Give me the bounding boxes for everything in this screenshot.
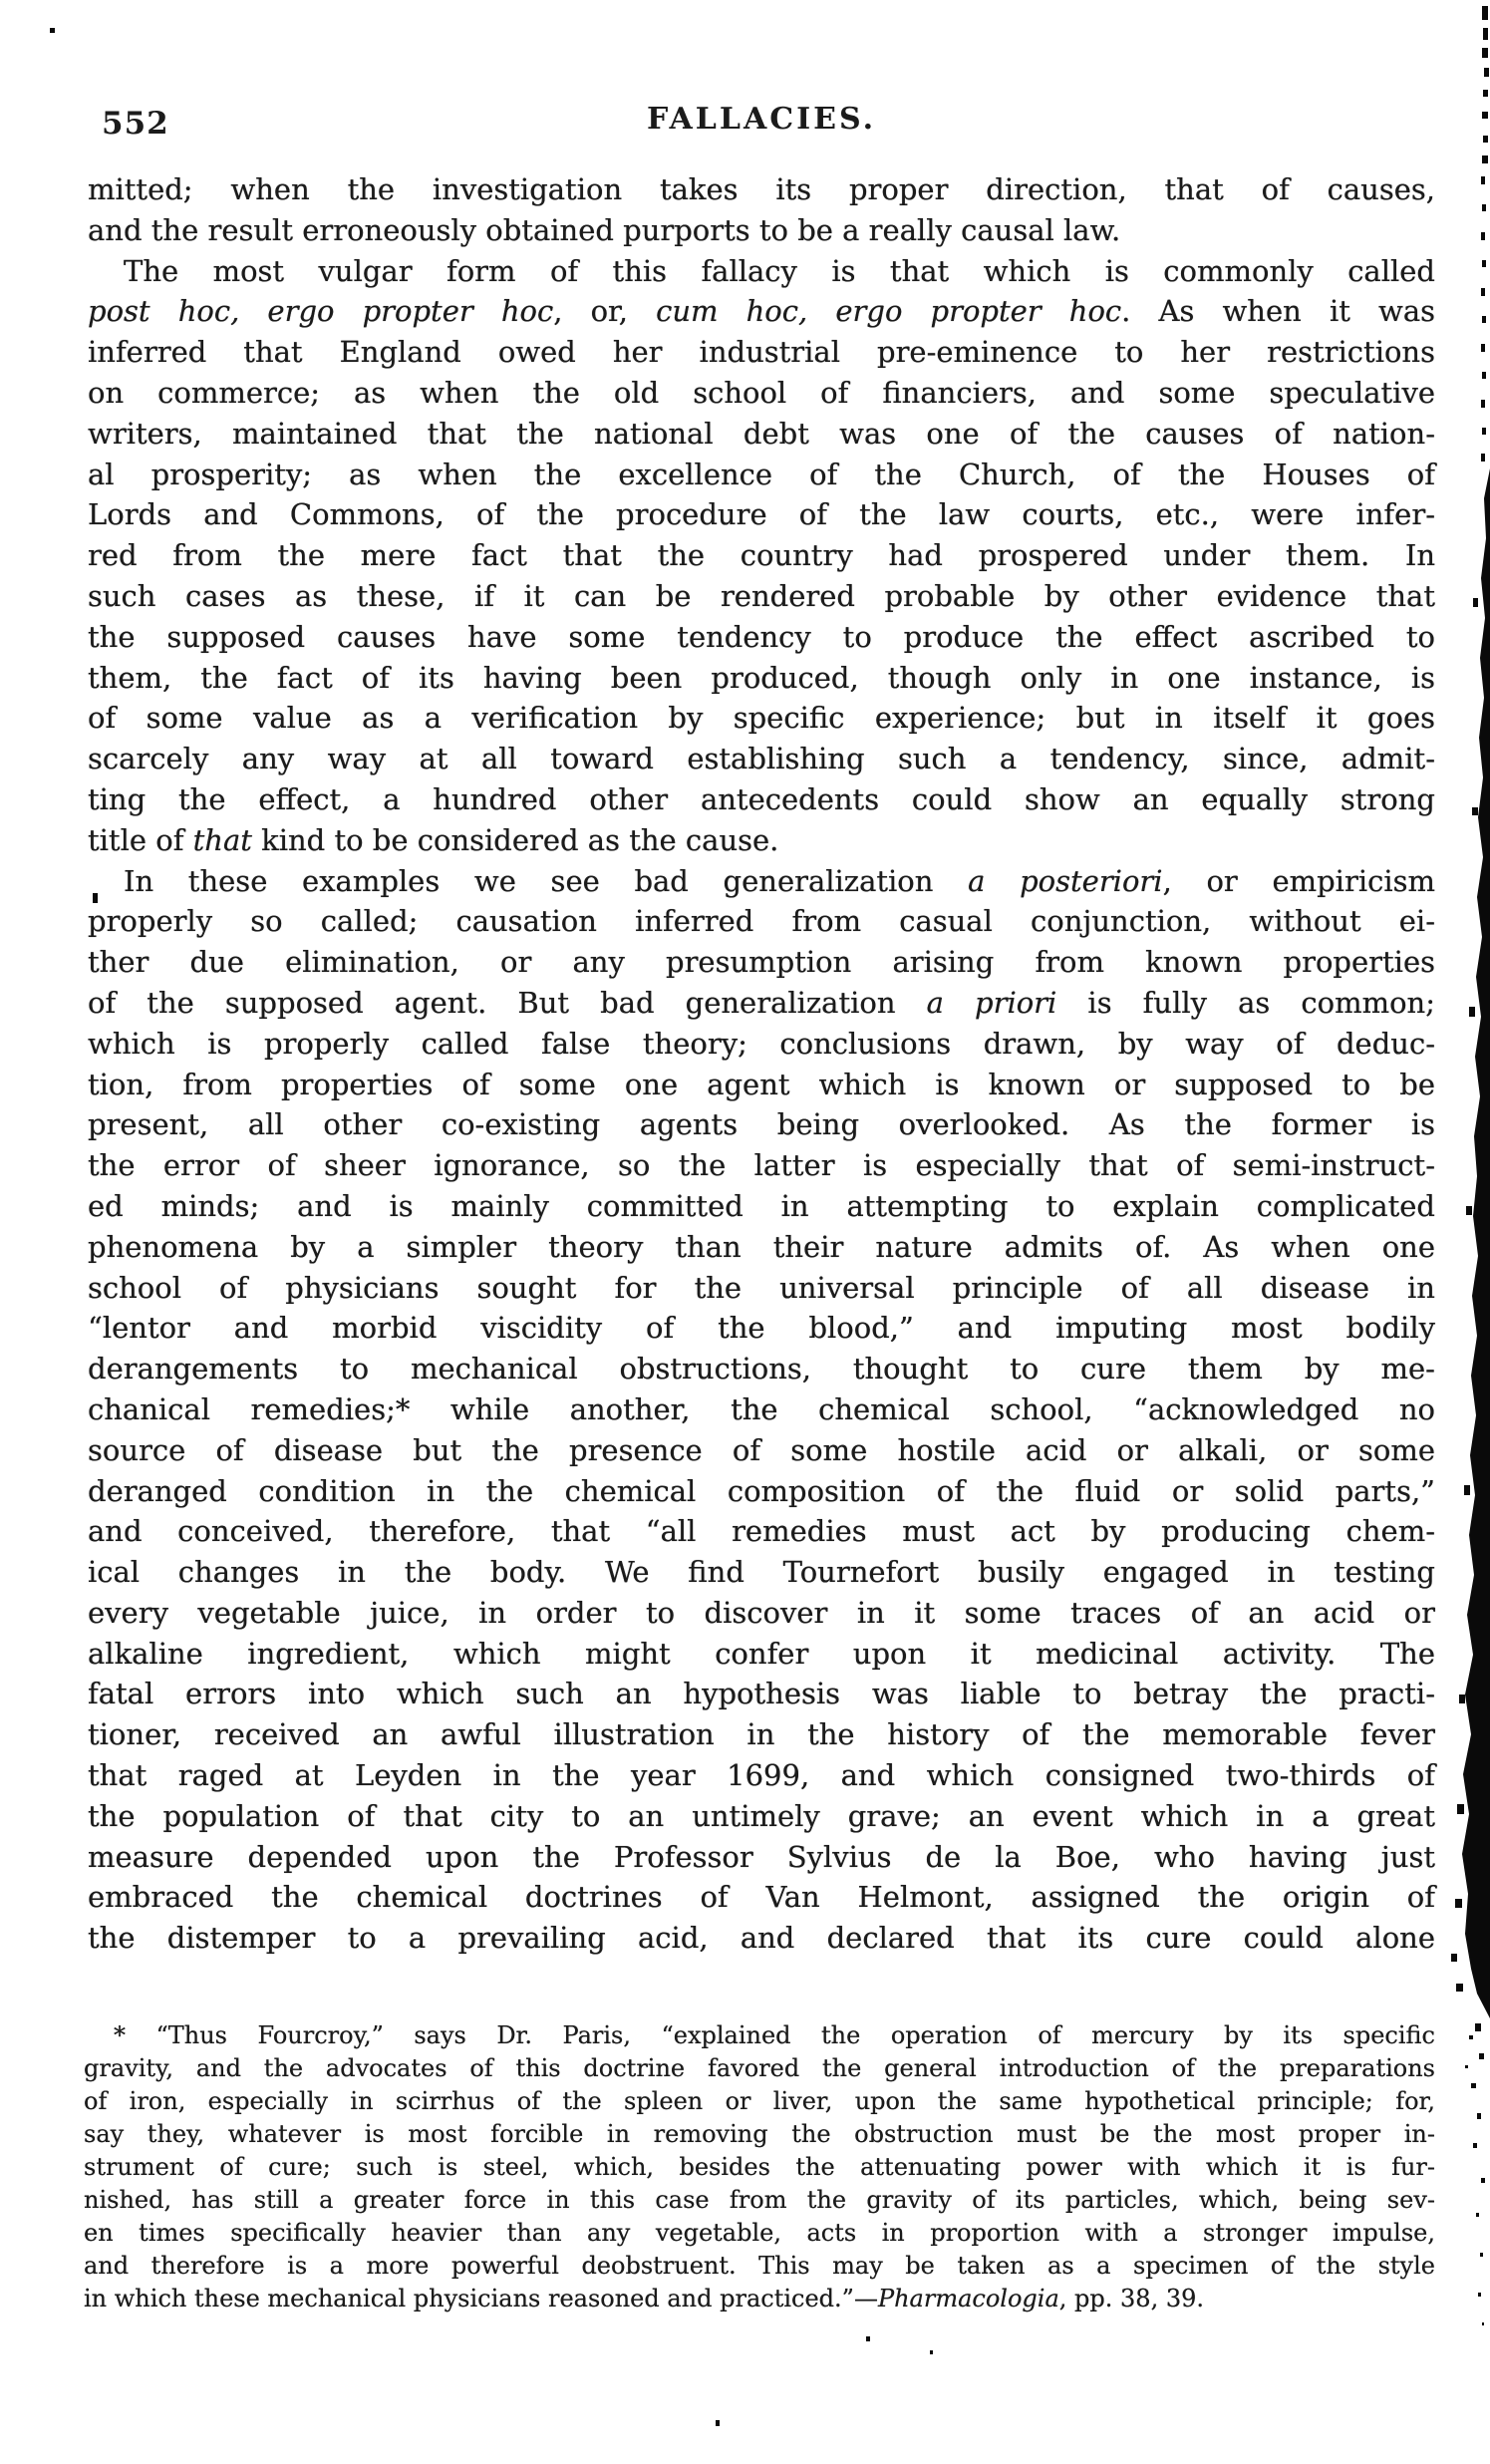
page-header bbox=[88, 102, 1435, 146]
text-line: of the supposed agent. But bad generalization a priori is fully as common; bbox=[88, 985, 1435, 1020]
text-line: the distemper to a prevailing acid, and declared that its cure could alone bbox=[88, 1921, 1435, 1956]
text-line: every vegetable juice, in order to discover in it some traces of an acid or bbox=[88, 1595, 1435, 1630]
body-text bbox=[88, 169, 1435, 1959]
text-line: of iron, especially in scirrhus of the spleen or liver, upon the same hypothetical principle; for, bbox=[84, 2087, 1435, 2115]
text-line: and the result erroneously obtained purports to be a really causal law. bbox=[88, 212, 1121, 247]
page-number: 552 bbox=[102, 106, 169, 142]
text-line: ical changes in the body. We find Tournefort busily engaged in testing bbox=[88, 1555, 1435, 1590]
text-line: gravity, and the advocates of this doctrine favored the general introduction of the preparations bbox=[84, 2054, 1435, 2082]
text-line: In these examples we see bad generalization a posteriori, or empiricism bbox=[124, 863, 1435, 898]
text-line: The most vulgar form of this fallacy is that which is commonly called bbox=[124, 253, 1435, 288]
text-line: measure depended upon the Professor Sylvius de la Boe, who having just bbox=[88, 1839, 1435, 1874]
text-line: en times specifically heavier than any vegetable, acts in proportion with a stronger impulse, bbox=[84, 2219, 1435, 2247]
text-line: the error of sheer ignorance, so the latter is especially that of semi-instruct- bbox=[88, 1148, 1435, 1183]
text-line: properly so called; causation inferred from casual conjunction, without ei- bbox=[88, 904, 1435, 939]
footnote-text bbox=[84, 2019, 1435, 2315]
text-line: title of that kind to be considered as the cause. bbox=[88, 822, 779, 857]
text-line: which is properly called false theory; conclusions drawn, by way of deduc- bbox=[88, 1026, 1435, 1061]
text-line: and therefore is a more powerful deobstruent. This may be taken as a specimen of the style bbox=[84, 2252, 1435, 2280]
text-line: the supposed causes have some tendency to produce the effect ascribed to bbox=[88, 619, 1435, 654]
text-line: such cases as these, if it can be rendered probable by other evidence that bbox=[88, 578, 1435, 613]
text-line: on commerce; as when the old school of financiers, and some speculative bbox=[88, 375, 1435, 410]
text-line: red from the mere fact that the country had prospered under them. In bbox=[88, 538, 1435, 573]
text-line: embraced the chemical doctrines of Van Helmont, assigned the origin of bbox=[88, 1880, 1435, 1915]
text-line: chanical remedies;* while another, the chemical school, “acknowledged no bbox=[88, 1391, 1435, 1426]
text-line: inferred that England owed her industrial pre-eminence to her restrictions bbox=[88, 335, 1435, 370]
text-line: fatal errors into which such an hypothesis was liable to betray the practi- bbox=[88, 1677, 1435, 1711]
text-line: and conceived, therefore, that “all remedies must act by producing chem- bbox=[88, 1514, 1435, 1549]
text-line: tioner, received an awful illustration in the history of the memorable fever bbox=[88, 1717, 1435, 1752]
text-line: present, all other co-existing agents being overlooked. As the former is bbox=[88, 1107, 1435, 1142]
text-line: al prosperity; as when the excellence of the Church, of the Houses of bbox=[88, 457, 1435, 491]
text-line: strument of cure; such is steel, which, besides the attenuating power with which it is fur- bbox=[84, 2153, 1435, 2181]
text-line: deranged condition in the chemical composition of the fluid or solid parts,” bbox=[88, 1473, 1435, 1508]
text-line: derangements to mechanical obstructions, thought to cure them by me- bbox=[88, 1352, 1435, 1386]
text-line: the population of that city to an untimely grave; an event which in a great bbox=[88, 1798, 1435, 1833]
text-line: them, the fact of its having been produced, though only in one instance, is bbox=[88, 660, 1435, 695]
text-line: scarcely any way at all toward establishing such a tendency, since, admit- bbox=[88, 742, 1435, 776]
text-line: mitted; when the investigation takes its proper direction, that of causes, bbox=[88, 172, 1435, 206]
text-line: school of physicians sought for the universal principle of all disease in bbox=[88, 1270, 1435, 1305]
text-line: alkaline ingredient, which might confer upon it medicinal activity. The bbox=[88, 1636, 1435, 1671]
text-line: say they, whatever is most forcible in removing the obstruction must be the most proper in- bbox=[84, 2120, 1435, 2148]
text-line: of some value as a verification by specific experience; but in itself it goes bbox=[88, 701, 1435, 736]
text-line: “lentor and morbid viscidity of the blood,” and imputing most bodily bbox=[88, 1311, 1435, 1346]
running-header-title: FALLACIES. bbox=[646, 102, 877, 137]
text-line: post hoc, ergo propter hoc, or, cum hoc, ergo propter hoc. As when it was bbox=[88, 294, 1435, 329]
text-line: tion, from properties of some one agent which is known or supposed to be bbox=[88, 1067, 1435, 1101]
text-line: source of disease but the presence of some hostile acid or alkali, or some bbox=[88, 1432, 1435, 1467]
text-line: Lords and Commons, of the procedure of the law courts, etc., were infer- bbox=[88, 497, 1435, 532]
text-line: ed minds; and is mainly committed in attempting to explain complicated bbox=[88, 1188, 1435, 1223]
text-line: in which these mechanical physicians reasoned and practiced.”—Pharmacologia, pp. 38, 39. bbox=[84, 2285, 1204, 2312]
text-line: * “Thus Fourcroy,” says Dr. Paris, “explained the operation of mercury by its specific bbox=[114, 2021, 1435, 2049]
text-line: ther due elimination, or any presumption arising from known properties bbox=[88, 945, 1435, 980]
text-line: phenomena by a simpler theory than their nature admits of. As when one bbox=[88, 1229, 1435, 1264]
text-line: nished, has still a greater force in this case from the gravity of its particles, which, being sev- bbox=[84, 2186, 1435, 2214]
text-line: that raged at Leyden in the year 1699, and which consigned two-thirds of bbox=[88, 1758, 1435, 1793]
text-line: ting the effect, a hundred other antecedents could show an equally strong bbox=[88, 781, 1435, 816]
text-line: writers, maintained that the national debt was one of the causes of nation- bbox=[88, 416, 1435, 451]
